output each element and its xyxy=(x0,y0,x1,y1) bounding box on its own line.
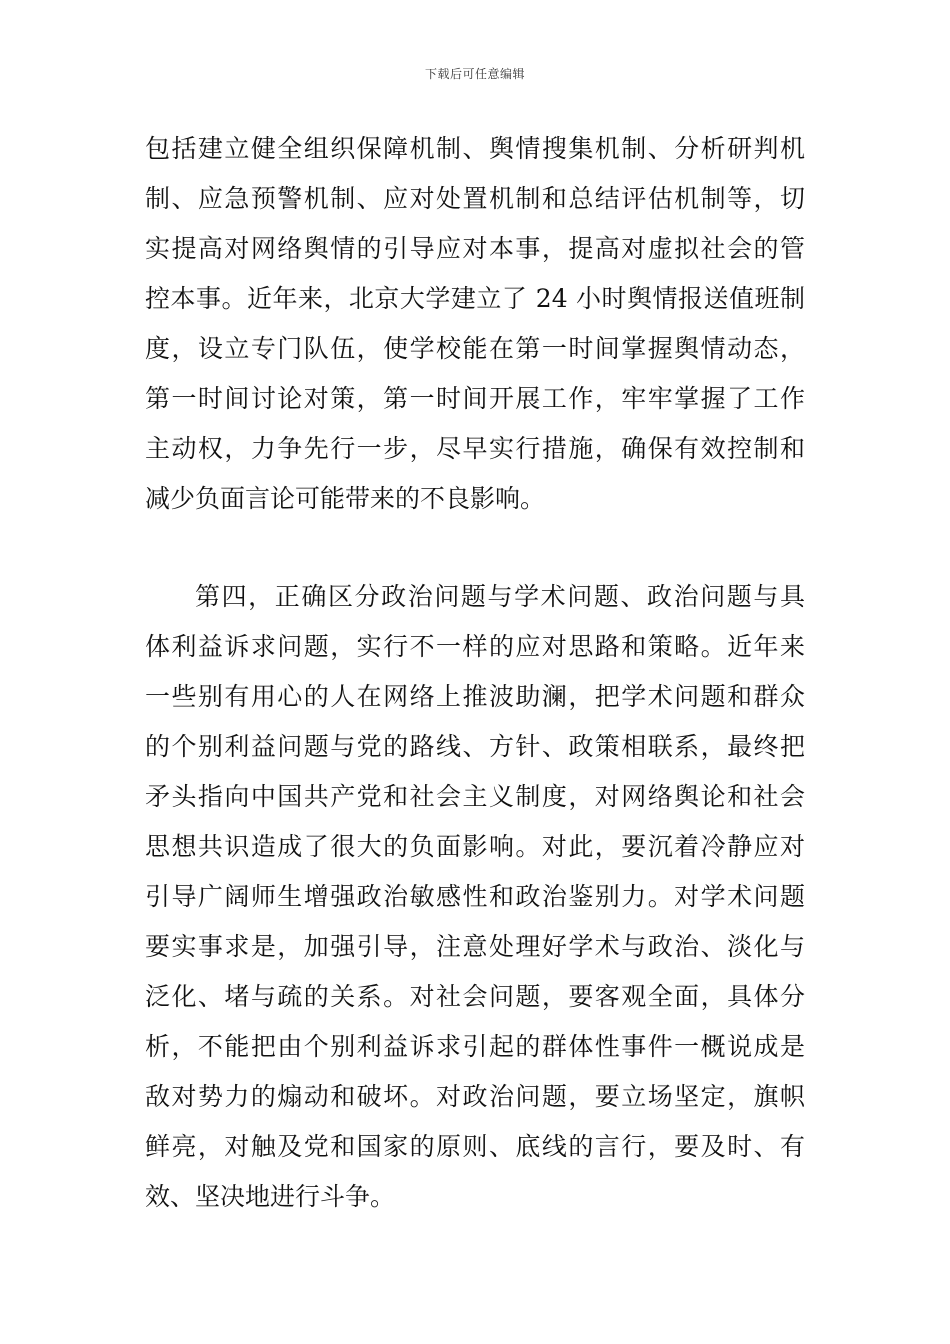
text-line: 引导广阔师生增强政治敏感性和政治鉴别力。对学术问题 xyxy=(145,882,805,911)
text-line: 效、坚决地进行斗争。 xyxy=(145,1182,396,1211)
text-line: 一些别有用心的人在网络上推波助澜，把学术问题和群众 xyxy=(145,682,805,711)
text-line: 泛化、堵与疏的关系。对社会问题，要客观全面，具体分 xyxy=(145,982,805,1011)
text-line: 敌对势力的煽动和破坏。对政治问题，要立场坚定，旗帜 xyxy=(145,1082,805,1111)
text-line: 要实事求是，加强引导，注意处理好学术与政治、淡化与 xyxy=(145,932,805,961)
text-line: 的个别利益问题与党的路线、方针、政策相联系，最终把 xyxy=(145,732,805,761)
text-line: 思想共识造成了很大的负面影响。对此，要沉着冷静应对 xyxy=(145,832,805,861)
paragraph-1 xyxy=(145,124,805,524)
text-line: 包括建立健全组织保障机制、舆情搜集机制、分析研判机 xyxy=(145,134,805,163)
text-line: 第一时间讨论对策，第一时间开展工作，牢牢掌握了工作 xyxy=(145,384,805,413)
text-line: 控本事。近年来，北京大学建立了 24 小时舆情报送值班制 xyxy=(145,284,805,313)
text-line: 第四，正确区分政治问题与学术问题、政治问题与具 xyxy=(195,582,805,611)
text-line: 制、应急预警机制、应对处置机制和总结评估机制等，切 xyxy=(145,184,805,213)
text-line: 体利益诉求问题，实行不一样的应对思路和策略。近年来 xyxy=(145,632,805,661)
paragraph-2 xyxy=(145,572,805,1222)
page-header: 下载后可任意编辑 xyxy=(424,67,525,81)
text-line: 鲜亮，对触及党和国家的原则、底线的言行，要及时、有 xyxy=(145,1132,805,1161)
text-line: 析，不能把由个别利益诉求引起的群体性事件一概说成是 xyxy=(145,1032,805,1061)
text-line: 减少负面言论可能带来的不良影响。 xyxy=(145,484,546,513)
text-line: 主动权，力争先行一步，尽早实行措施，确保有效控制和 xyxy=(145,434,805,463)
text-line: 矛头指向中国共产党和社会主义制度，对网络舆论和社会 xyxy=(145,782,805,811)
text-line: 实提高对网络舆情的引导应对本事，提高对虚拟社会的管 xyxy=(145,234,805,263)
text-line: 度，设立专门队伍，使学校能在第一时间掌握舆情动态， xyxy=(145,334,805,363)
